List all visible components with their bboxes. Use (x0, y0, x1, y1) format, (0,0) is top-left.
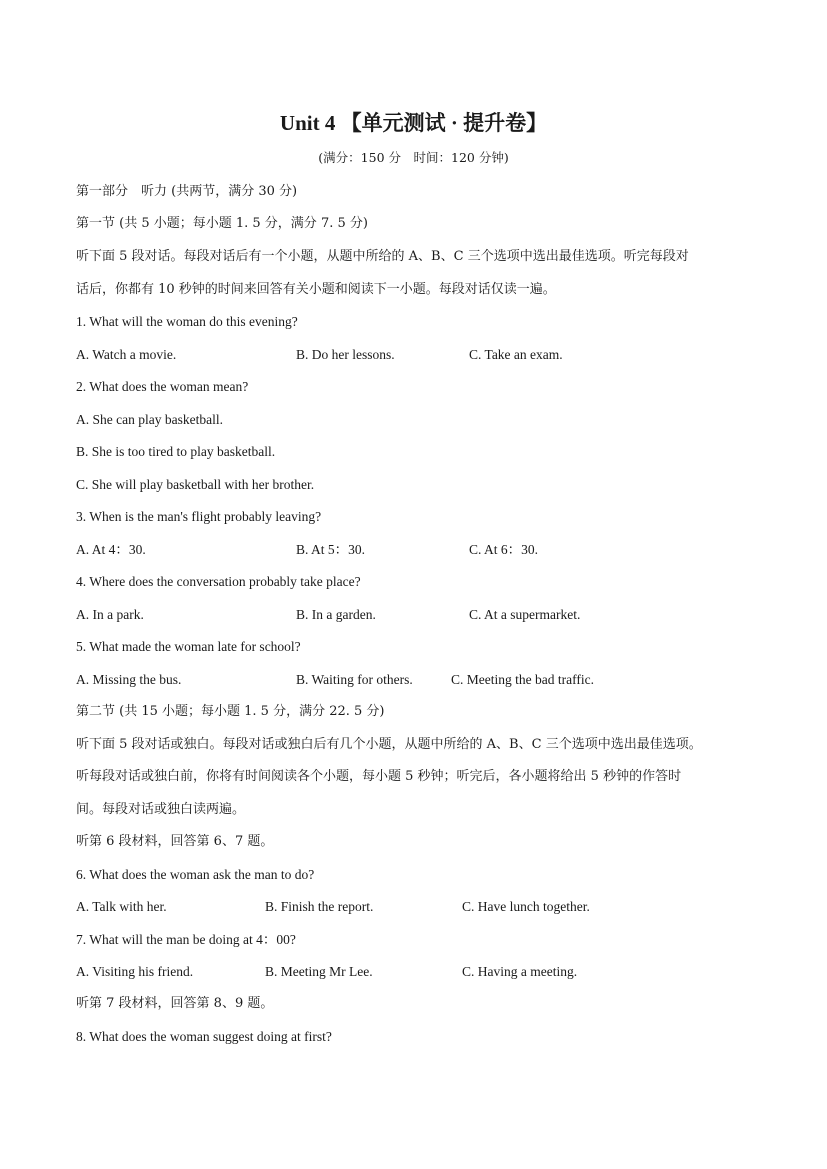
question-1-option-c: C. Take an exam. (469, 347, 563, 362)
question-6-option-b: B. Finish the report. (265, 899, 374, 914)
question-6-option-a: A. Talk with her. (76, 899, 167, 914)
question-5-option-a: A. Missing the bus. (76, 672, 182, 687)
question-3-option-a: A. At 4：30. (76, 542, 146, 557)
question-3-option-c: C. At 6：30. (469, 542, 539, 557)
question-3-stem: 3. When is the man's flight probably leaving? (76, 509, 322, 524)
question-1-option-b: B. Do her lessons. (296, 347, 395, 362)
question-4-stem: 4. Where does the conversation probably take place? (76, 574, 361, 589)
section2-instructions-2: 听每段对话或独白前，你将有时间阅读各个小题，每小题 5 秒钟；听完后，各小题将给出 5 秒钟的作答时 (76, 769, 682, 784)
question-3-option-b: B. At 5：30. (296, 542, 366, 557)
page-title: Unit 4 【单元测试 · 提升卷】 (279, 111, 548, 135)
section1-heading: 第一节 (共 5 小题；每小题 1. 5 分，满分 7. 5 分) (76, 216, 368, 231)
question-5-stem: 5. What made the woman late for school? (76, 639, 301, 654)
question-7-option-c: C. Having a meeting. (462, 964, 578, 979)
question-5-option-c: C. Meeting the bad traffic. (451, 672, 594, 687)
question-7-stem: 7. What will the man be doing at 4：00? (76, 932, 296, 947)
question-1-option-a: A. Watch a movie. (76, 347, 177, 362)
question-4-option-b: B. In a garden. (296, 607, 376, 622)
question-4-option-a: A. In a park. (76, 607, 144, 622)
page-subtitle: (满分：150 分 时间：120 分钟) (318, 150, 509, 165)
question-2-option-c: C. She will play basketball with her brother. (76, 477, 315, 492)
question-7-option-b: B. Meeting Mr Lee. (265, 964, 373, 979)
section1-instructions-2: 话后，你都有 10 秒钟的时间来回答有关小题和阅读下一小题。每段对话仅读一遍。 (76, 282, 556, 297)
question-2-option-b: B. She is too tired to play basketball. (76, 444, 276, 459)
section2-instructions-3: 间。每段对话或独白读两遍。 (76, 802, 246, 817)
section2-heading: 第二节 (共 15 小题；每小题 1. 5 分，满分 22. 5 分) (76, 704, 385, 719)
question-2-stem: 2. What does the woman mean? (76, 379, 249, 394)
question-7-option-a: A. Visiting his friend. (76, 964, 194, 979)
question-1-stem: 1. What will the woman do this evening? (76, 314, 298, 329)
question-8-stem: 8. What does the woman suggest doing at first? (76, 1029, 332, 1044)
part1-heading: 第一部分 听力 (共两节，满分 30 分) (76, 184, 298, 199)
question-5-option-b: B. Waiting for others. (296, 672, 413, 687)
question-2-option-a: A. She can play basketball. (76, 412, 223, 427)
question-4-option-c: C. At a supermarket. (469, 607, 581, 622)
material-6-label: 听第 6 段材料，回答第 6、7 题。 (76, 834, 274, 849)
question-6-option-c: C. Have lunch together. (462, 899, 590, 914)
section2-instructions-1: 听下面 5 段对话或独白。每段对话或独白后有几个小题，从题中所给的 A、B、C 三个选项中选出最佳选项。 (76, 737, 702, 752)
material-7-label: 听第 7 段材料，回答第 8、9 题。 (76, 996, 274, 1011)
question-6-stem: 6. What does the woman ask the man to do? (76, 867, 315, 882)
section1-instructions-1: 听下面 5 段对话。每段对话后有一个小题，从题中所给的 A、B、C 三个选项中选出最佳选项。听完每段对 (76, 249, 689, 264)
